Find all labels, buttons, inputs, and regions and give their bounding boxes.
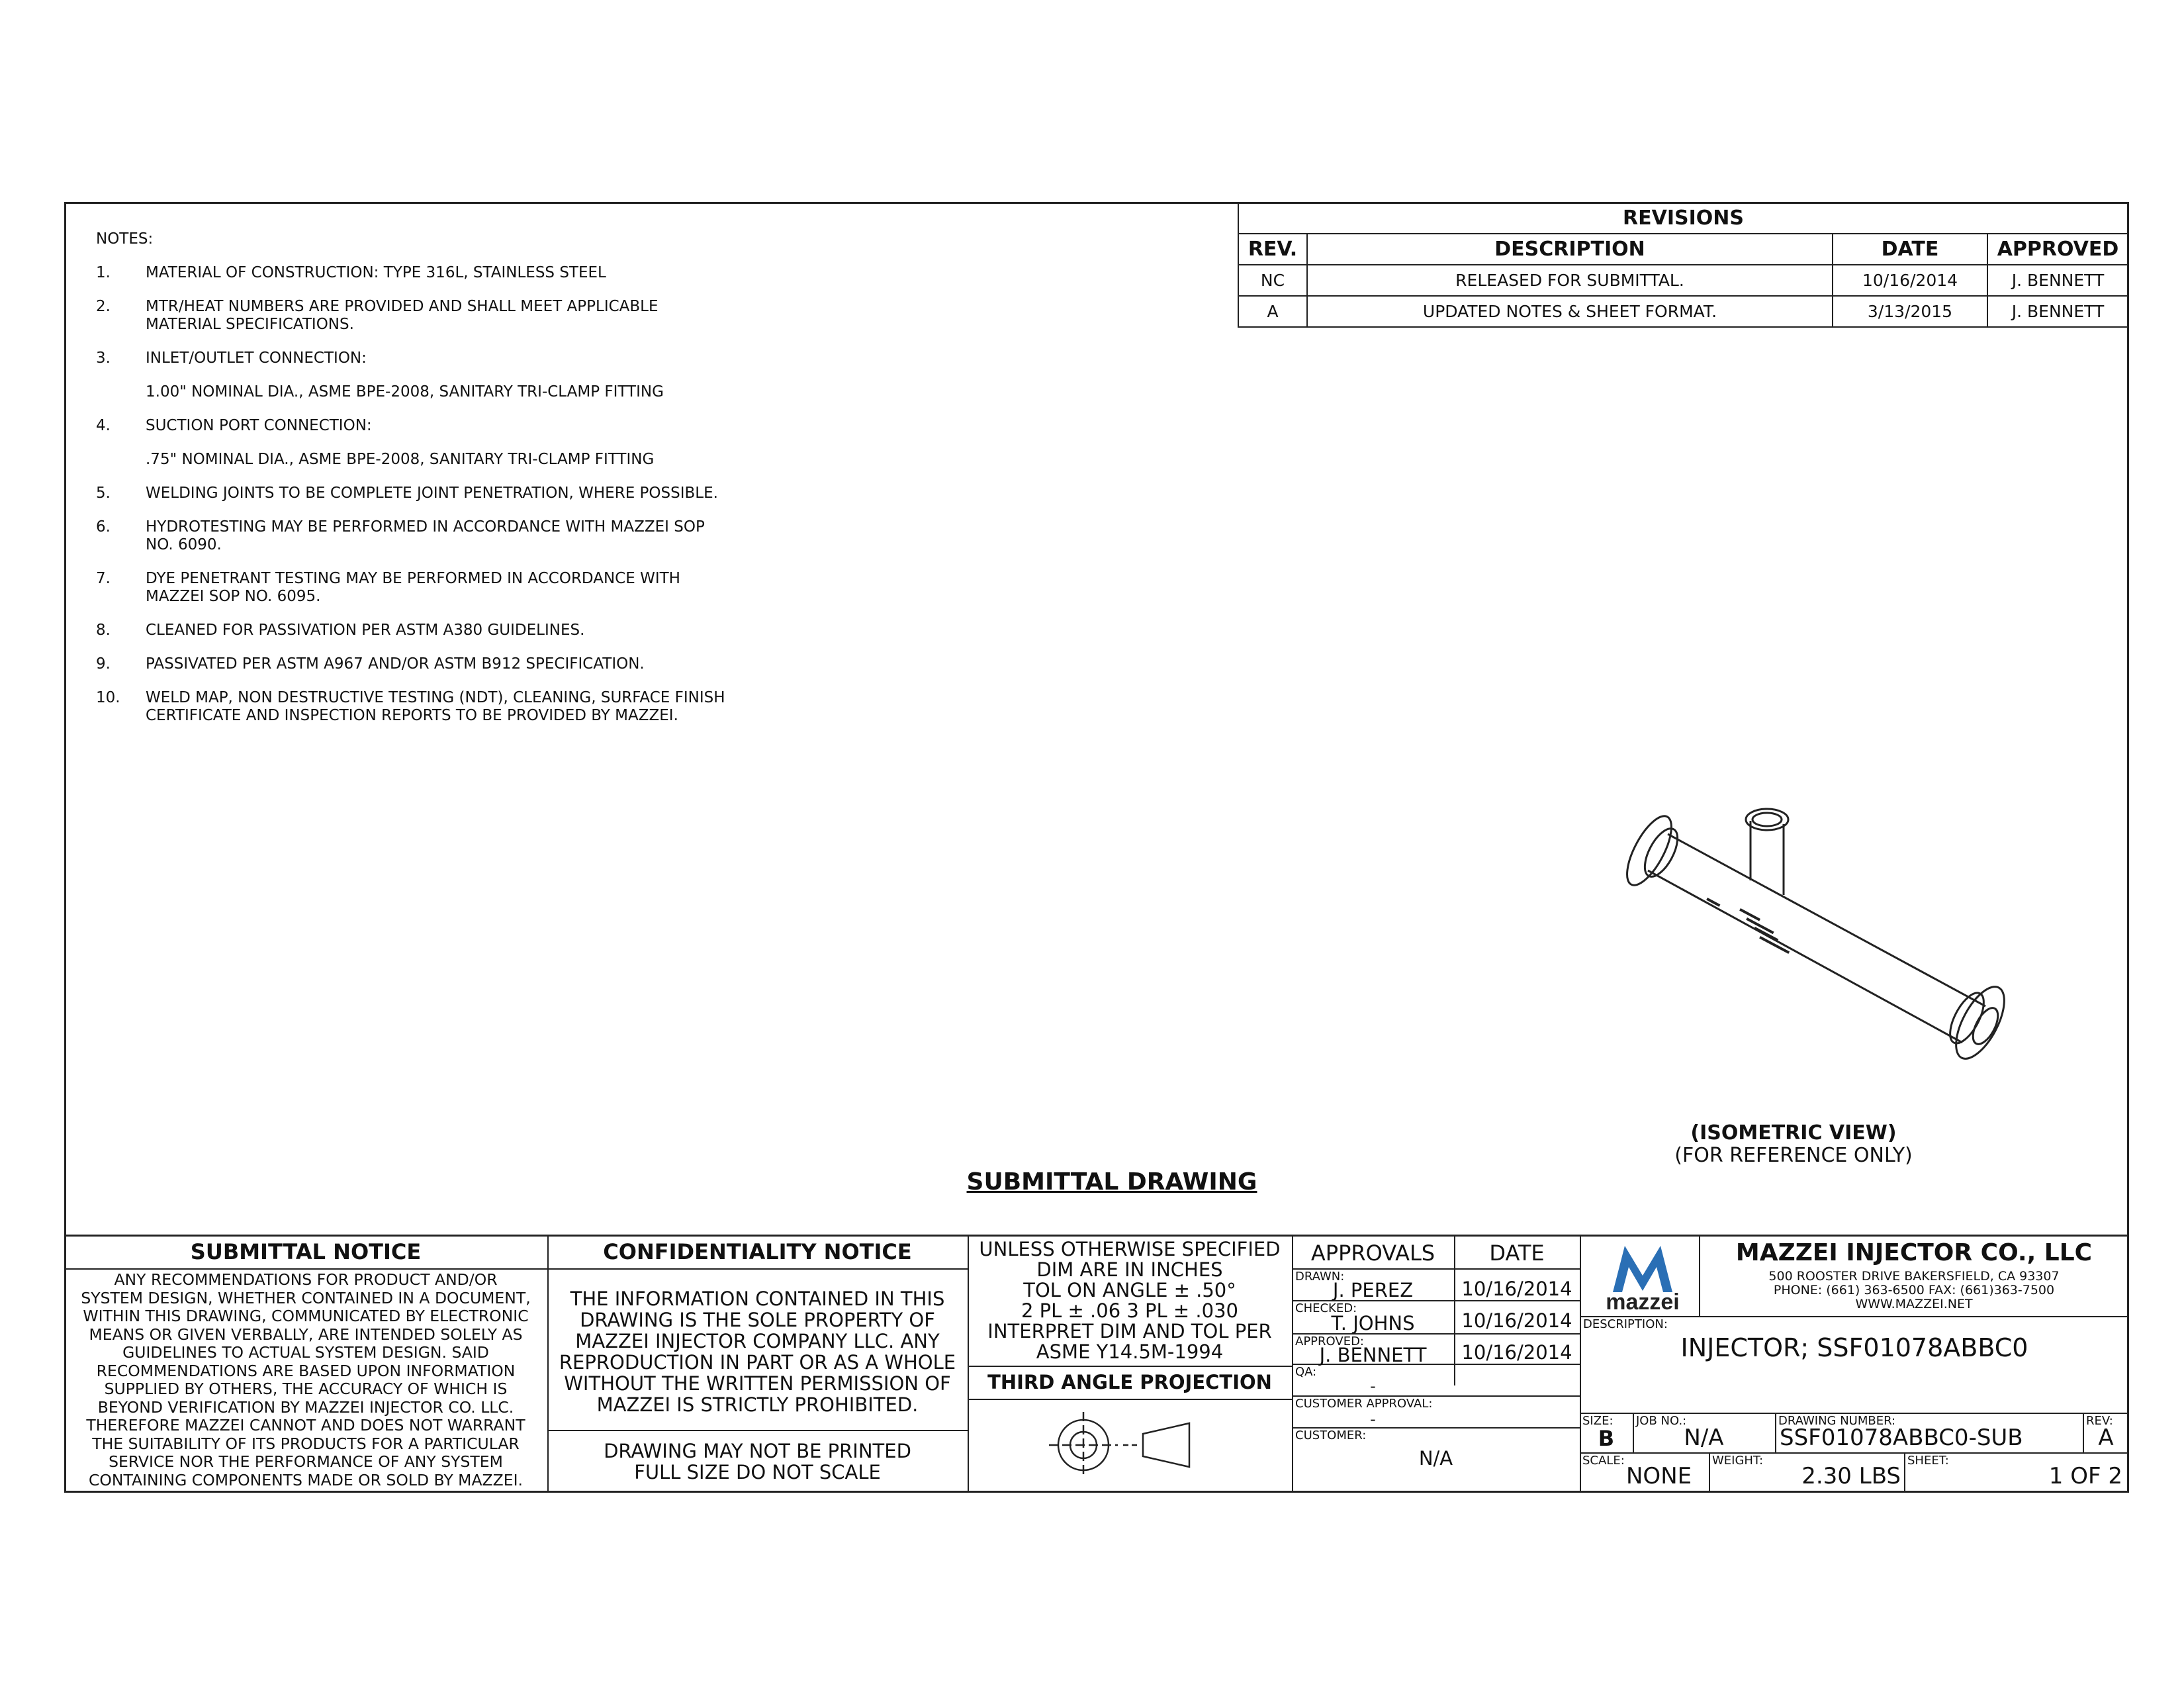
- note-item: [96, 485, 731, 502]
- note-item: [96, 518, 731, 554]
- text-line: 2 PL ± .06 3 PL ± .030: [1021, 1299, 1238, 1322]
- checked-date: 10/16/2014: [1461, 1309, 1572, 1332]
- company-phone: PHONE: (661) 363-6500 FAX: (661)363-7500: [1773, 1283, 2055, 1297]
- note-text-block: [146, 350, 731, 401]
- weight-label: WEIGHT:: [1712, 1454, 1764, 1468]
- size-value: B: [1598, 1426, 1615, 1451]
- note-text: MATERIAL OF CONSTRUCTION: TYPE 316L, STAINLESS STEEL: [146, 264, 606, 281]
- text-line: RECOMMENDATIONS ARE BASED UPON INFORMATION: [96, 1361, 516, 1380]
- text-line: BEYOND VERIFICATION BY MAZZEI INJECTOR CO. LLC.: [97, 1397, 514, 1417]
- text-line: REPRODUCTION IN PART OR AS A WHOLE: [559, 1351, 956, 1374]
- note-item: [96, 570, 731, 606]
- submittal-notice-title: SUBMITTAL NOTICE: [190, 1239, 422, 1264]
- checked-by: T. JOHNS: [1331, 1312, 1415, 1335]
- note-number: 8.: [96, 622, 111, 639]
- scale-label: SCALE:: [1582, 1454, 1625, 1468]
- text-line: DIM ARE IN INCHES: [1036, 1258, 1223, 1281]
- revisions-title: REVISIONS: [1238, 203, 2128, 234]
- text-line: GUIDELINES TO ACTUAL SYSTEM DESIGN. SAID: [122, 1343, 489, 1362]
- notes-title: NOTES:: [96, 230, 154, 248]
- description-label: DESCRIPTION:: [1583, 1317, 1668, 1331]
- note-item: [96, 417, 731, 469]
- approvals-date-header: DATE: [1489, 1241, 1545, 1266]
- text-line: CONTAINING COMPONENTS MADE OR SOLD BY MAZZEI.: [89, 1470, 523, 1489]
- company-address-line: 500 ROOSTER DRIVE BAKERSFIELD, CA 93307: [1768, 1269, 2060, 1284]
- approvals-header: APPROVALS: [1310, 1241, 1435, 1266]
- approved-by: J. BENNETT: [1319, 1344, 1427, 1366]
- isometric-caption-subtitle: (FOR REFERENCE ONLY): [1674, 1144, 1913, 1167]
- note-text: PASSIVATED PER ASTM A967 AND/OR ASTM B912 SPECIFICATION.: [146, 655, 645, 673]
- note-number: 5.: [96, 485, 111, 502]
- note-item: [96, 264, 731, 282]
- text-line: INTERPRET DIM AND TOL PER: [987, 1320, 1272, 1342]
- note-text-block: [146, 298, 731, 334]
- customer-approval-value: -: [1370, 1410, 1376, 1429]
- note-text: HYDROTESTING MAY BE PERFORMED IN ACCORDANCE WITH MAZZEI SOP NO. 6090.: [146, 518, 705, 553]
- tolerance-block: [968, 1239, 1292, 1362]
- revisions-table: [1238, 202, 2129, 328]
- note-item: [96, 350, 731, 401]
- submittal-notice-text: [64, 1271, 547, 1489]
- rev-header: REV.: [1238, 234, 1307, 265]
- text-line: THE INFORMATION CONTAINED IN THIS: [570, 1288, 945, 1310]
- approved-header: APPROVED: [1987, 234, 2128, 265]
- print-warning-line: FULL SIZE DO NOT SCALE: [634, 1461, 881, 1483]
- drawing-number-label: DRAWING NUMBER:: [1778, 1414, 1896, 1428]
- note-number: 3.: [96, 350, 111, 367]
- note-text: INLET/OUTLET CONNECTION:: [146, 350, 367, 367]
- print-warning-line: DRAWING MAY NOT BE PRINTED: [604, 1440, 911, 1462]
- approved-date: 10/16/2014: [1461, 1341, 1572, 1364]
- text-line: TOL ON ANGLE ± .50°: [1023, 1279, 1236, 1301]
- revision-date: 3/13/2015: [1833, 296, 1987, 327]
- note-subtext: 1.00" NOMINAL DIA., ASME BPE-2008, SANITARY TRI-CLAMP FITTING: [146, 383, 664, 400]
- size-label: SIZE:: [1582, 1414, 1614, 1428]
- isometric-caption-title: (ISOMETRIC VIEW): [1690, 1121, 1897, 1145]
- isometric-injector-drawing: [1602, 781, 2012, 1099]
- note-number: 6.: [96, 518, 111, 536]
- note-item: [96, 622, 731, 639]
- note-subtext: .75" NOMINAL DIA., ASME BPE-2008, SANITARY TRI-CLAMP FITTING: [146, 451, 655, 468]
- rev-value: A: [2098, 1425, 2114, 1451]
- text-line: WITHIN THIS DRAWING, COMMUNICATED BY ELECTRONIC: [83, 1307, 529, 1325]
- company-web: WWW.MAZZEI.NET: [1855, 1297, 1973, 1311]
- revision-rev: NC: [1238, 265, 1307, 296]
- title-block: [64, 1235, 2129, 1493]
- note-text-block: [146, 655, 731, 673]
- description-header: DESCRIPTION: [1307, 234, 1833, 265]
- customer-value: N/A: [1418, 1447, 1453, 1470]
- sheet-value: 1 OF 2: [2048, 1463, 2122, 1489]
- note-text-block: [146, 264, 731, 282]
- part-description: INJECTOR; SSF01078ABBC0: [1680, 1333, 2028, 1362]
- text-line: MAZZEI IS STRICTLY PROHIBITED.: [596, 1393, 919, 1416]
- weight-value: 2.30 LBS: [1801, 1463, 1901, 1489]
- job-value: N/A: [1684, 1425, 1724, 1451]
- revision-approved: J. BENNETT: [1987, 296, 2128, 327]
- qa-value: -: [1370, 1377, 1376, 1395]
- date-header: DATE: [1833, 234, 1987, 265]
- company-address: [1699, 1270, 2129, 1311]
- third-angle-projection-symbol: [1030, 1402, 1229, 1488]
- note-text: WELD MAP, NON DESTRUCTIVE TESTING (NDT), CLEANING, SURFACE FINISH CERTIFICATE AND INSPECTION REPORTS TO BE PROVIDED BY MAZZEI.: [146, 689, 725, 724]
- scale-value: NONE: [1626, 1463, 1692, 1489]
- svg-text:mazzei: mazzei: [1606, 1289, 1680, 1313]
- revision-description: RELEASED FOR SUBMITTAL.: [1307, 265, 1833, 296]
- drawn-date: 10/16/2014: [1461, 1278, 1572, 1300]
- note-number: 4.: [96, 417, 111, 434]
- note-text-block: [146, 417, 731, 469]
- text-line: SERVICE NOR THE PERFORMANCE OF ANY SYSTEM: [109, 1452, 503, 1471]
- drawing-number-value: SSF01078ABBC0-SUB: [1780, 1425, 2023, 1451]
- note-number: 7.: [96, 570, 111, 587]
- checked-label: CHECKED:: [1295, 1301, 1357, 1315]
- revision-description: UPDATED NOTES & SHEET FORMAT.: [1307, 296, 1833, 327]
- text-line: ANY RECOMMENDATIONS FOR PRODUCT AND/OR: [114, 1270, 498, 1289]
- projection-title: THIRD ANGLE PROJECTION: [987, 1371, 1272, 1393]
- revision-row: [1238, 296, 2128, 327]
- note-text-block: [146, 689, 731, 725]
- text-line: DRAWING IS THE SOLE PROPERTY OF: [580, 1309, 935, 1331]
- confidentiality-title: CONFIDENTIALITY NOTICE: [603, 1239, 912, 1264]
- note-text-block: [146, 518, 731, 554]
- note-text: MTR/HEAT NUMBERS ARE PROVIDED AND SHALL MEET APPLICABLE MATERIAL SPECIFICATIONS.: [146, 298, 659, 333]
- note-number: 1.: [96, 264, 111, 281]
- note-text: SUCTION PORT CONNECTION:: [146, 417, 372, 434]
- text-line: MEANS OR GIVEN VERBALLY, ARE INTENDED SOLELY AS: [89, 1325, 523, 1344]
- text-line: MAZZEI INJECTOR COMPANY LLC. ANY: [575, 1330, 940, 1352]
- sheet-label: SHEET:: [1907, 1454, 1949, 1468]
- submittal-drawing-label: SUBMITTAL DRAWING: [966, 1168, 1257, 1196]
- note-item: [96, 655, 731, 673]
- customer-label: CUSTOMER:: [1295, 1429, 1367, 1442]
- mazzei-logo: [1593, 1239, 1692, 1313]
- note-text: CLEANED FOR PASSIVATION PER ASTM A380 GUIDELINES.: [146, 622, 585, 639]
- note-item: [96, 689, 731, 725]
- text-line: THE SUITABILITY OF ITS PRODUCTS FOR A PARTICULAR: [92, 1434, 520, 1453]
- text-line: WITHOUT THE WRITTEN PERMISSION OF: [564, 1372, 951, 1395]
- revision-rev: A: [1238, 296, 1307, 327]
- note-text: DYE PENETRANT TESTING MAY BE PERFORMED IN ACCORDANCE WITH MAZZEI SOP NO. 6095.: [146, 570, 680, 605]
- text-line: SUPPLIED BY OTHERS, THE ACCURACY OF WHICH IS: [104, 1380, 508, 1398]
- text-line: SYSTEM DESIGN, WHETHER CONTAINED IN A DOCUMENT,: [81, 1288, 531, 1307]
- note-text-block: [146, 570, 731, 606]
- text-line: ASME Y14.5M-1994: [1036, 1340, 1224, 1363]
- print-warning: [547, 1440, 968, 1483]
- rev-label: REV:: [2086, 1414, 2113, 1428]
- drawn-by: J. PEREZ: [1332, 1279, 1414, 1301]
- note-text-block: [146, 485, 731, 502]
- text-line: UNLESS OTHERWISE SPECIFIED: [979, 1238, 1281, 1260]
- revision-date: 10/16/2014: [1833, 265, 1987, 296]
- job-label: JOB NO.:: [1636, 1414, 1687, 1428]
- note-item: [96, 298, 731, 334]
- revision-approved: J. BENNETT: [1987, 265, 2128, 296]
- text-line: THEREFORE MAZZEI CANNOT AND DOES NOT WARRANT: [86, 1416, 525, 1434]
- company-name: MAZZEI INJECTOR CO., LLC: [1735, 1239, 2093, 1266]
- qa-label: QA:: [1295, 1365, 1317, 1379]
- note-text: WELDING JOINTS TO BE COMPLETE JOINT PENETRATION, WHERE POSSIBLE.: [146, 485, 718, 502]
- notes-block: [96, 230, 731, 741]
- isometric-caption: [1635, 1122, 1952, 1167]
- note-number: 2.: [96, 298, 111, 315]
- drawn-label: DRAWN:: [1295, 1270, 1345, 1284]
- note-number: 10.: [96, 689, 120, 706]
- approved-label: APPROVED:: [1295, 1335, 1364, 1348]
- revision-row: [1238, 265, 2128, 296]
- customer-approval-label: CUSTOMER APPROVAL:: [1295, 1397, 1433, 1411]
- note-number: 9.: [96, 655, 111, 673]
- note-text-block: [146, 622, 731, 639]
- confidentiality-text: [547, 1288, 968, 1415]
